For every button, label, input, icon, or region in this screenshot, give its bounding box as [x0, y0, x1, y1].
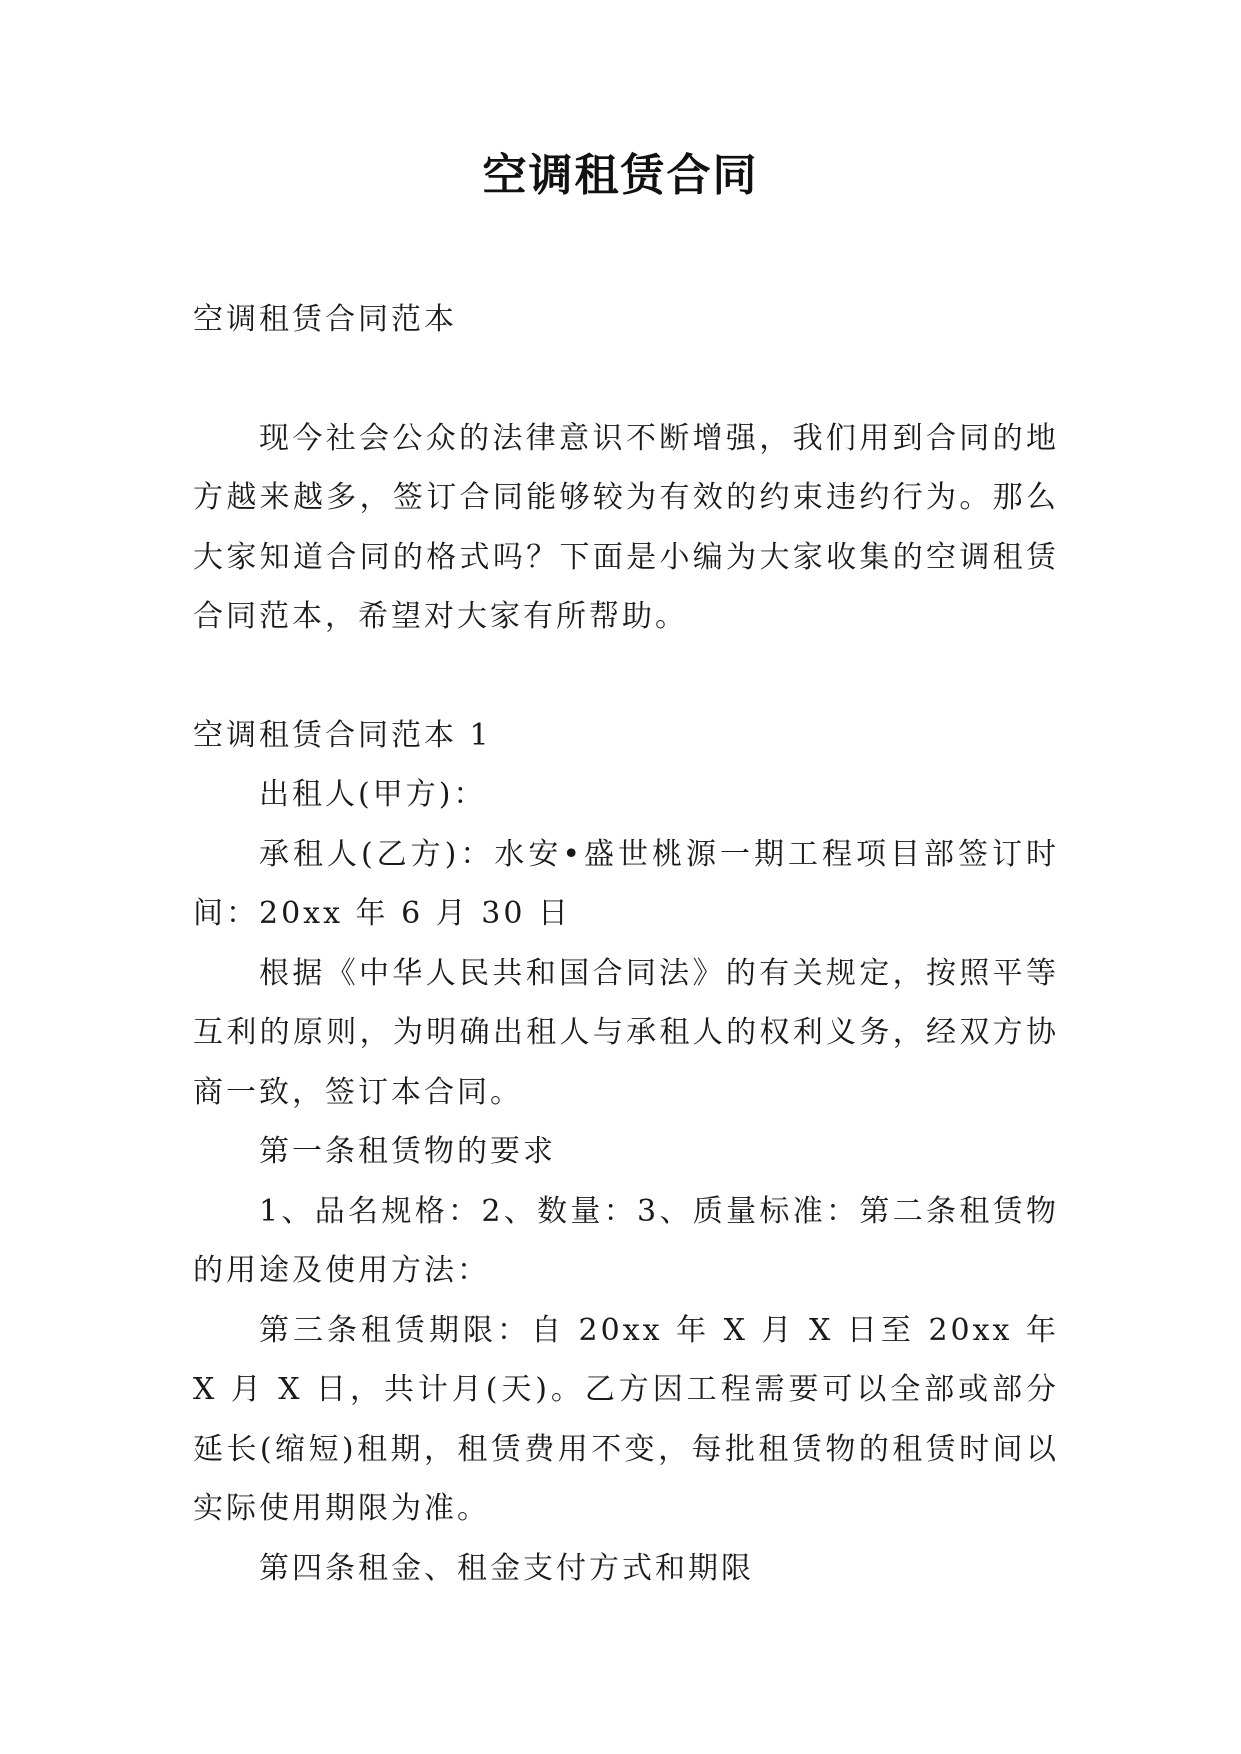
lessee-line: 承租人(乙方)：水安•盛世桃源一期工程项目部签订时间：20xx 年 6 月 30 日 — [193, 836, 1059, 931]
article-1-items: 1、品名规格：2、数量：3、质量标准：第二条租赁物的用途及使用方法： — [193, 1193, 1059, 1288]
document-subtitle: 空调租赁合同范本 — [193, 302, 457, 337]
lessor-line: 出租人(甲方)： — [259, 777, 487, 812]
document-title: 空调租赁合同 — [482, 150, 759, 201]
document-body — [193, 290, 1059, 1598]
article-4-heading: 第四条租金、租金支付方式和期限 — [259, 1550, 754, 1586]
intro-paragraph: 现今社会公众的法律意识不断增强，我们用到合同的地方越来越多，签订合同能够较为有效的约束违约行为。那么大家知道合同的格式吗？下面是小编为大家收集的空调租赁合同范本，希望对大家有所帮助。 — [193, 420, 1059, 634]
article-1-heading: 第一条租赁物的要求 — [259, 1134, 556, 1169]
section-heading: 空调租赁合同范本 1 — [193, 717, 492, 753]
article-3-paragraph: 第三条租赁期限：自 20xx 年 X 月 X 日至 20xx 年 X 月 X 日，共计月(天)。乙方因工程需要可以全部或部分延长(缩短)租期，租赁费用不变，每批租赁物的租赁时间以实际使用期限为准。 — [193, 1312, 1059, 1526]
preamble-paragraph: 根据《中华人民共和国合同法》的有关规定，按照平等互利的原则，为明确出租人与承租人的权利义务，经双方协商一致，签订本合同。 — [193, 955, 1059, 1110]
